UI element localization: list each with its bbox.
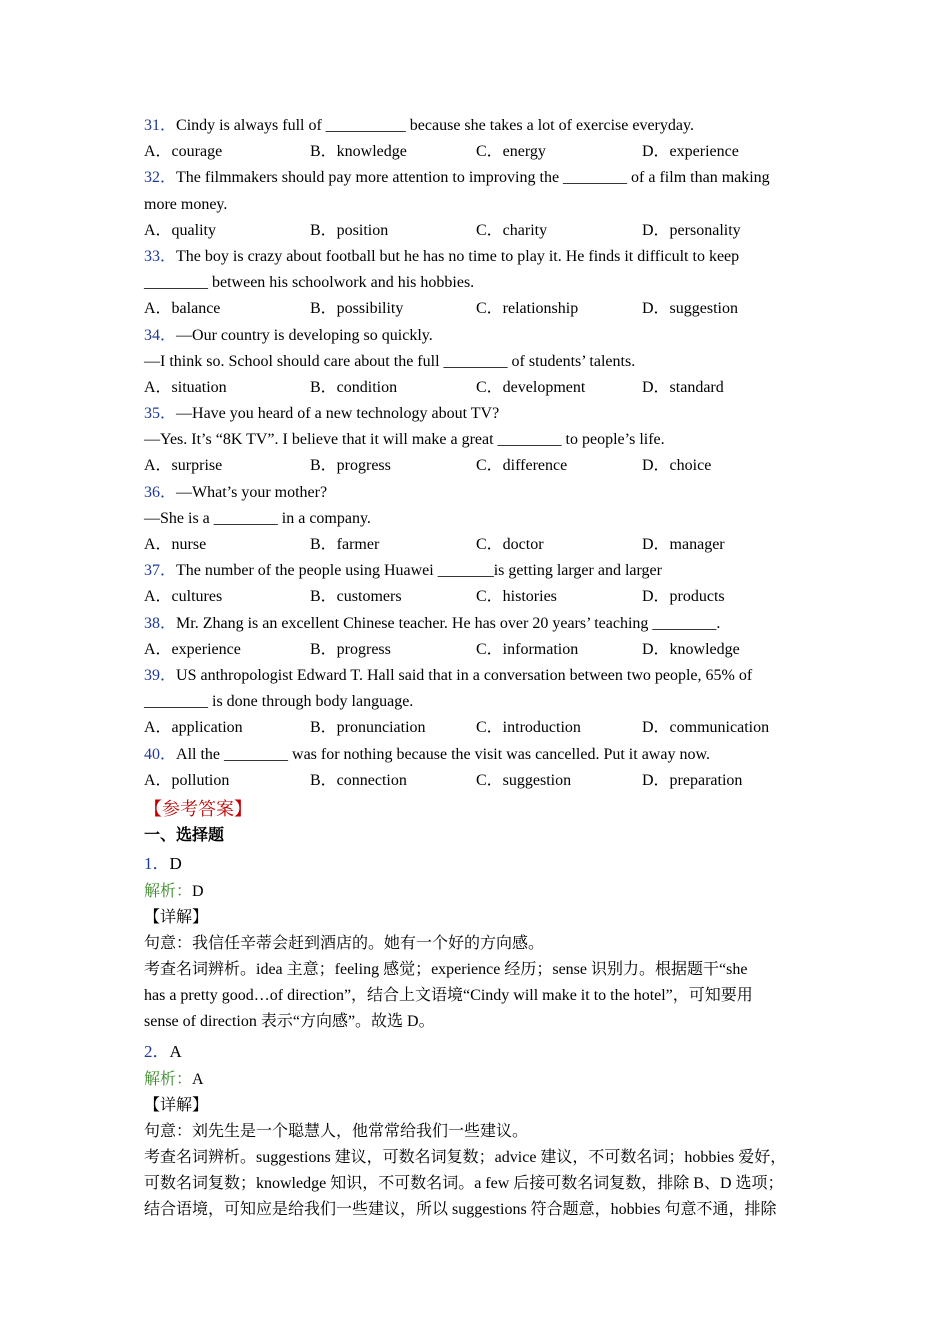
question-number: 40: [144, 745, 160, 763]
answers-header: 【参考答案】: [144, 798, 252, 819]
question-stem: 40．All the ________ was for nothing because the visit was cancelled. Put it away now.: [144, 745, 710, 763]
option-d: D．experience: [642, 143, 739, 161]
question-number: 35: [144, 405, 160, 423]
option-a: A．balance: [144, 300, 221, 318]
answer-number: 1: [144, 853, 153, 873]
option-a: A．pollution: [144, 771, 230, 789]
option-d: D．standard: [642, 378, 724, 396]
option-b: B．condition: [310, 378, 398, 396]
option-c: C．difference: [476, 457, 568, 475]
question-stem-continued: [144, 192, 814, 218]
option-a: A．surprise: [144, 457, 223, 475]
question-item: [144, 113, 814, 165]
option-b: B．progress: [310, 457, 391, 475]
answer-letter: A: [169, 1041, 182, 1061]
analysis-line: [144, 1067, 814, 1093]
option-a: A．experience: [144, 640, 241, 658]
detail-label: 【详解】: [144, 1096, 209, 1114]
options-row: [144, 375, 814, 401]
option-c: C．relationship: [476, 300, 579, 318]
question-number: 37: [144, 562, 160, 580]
question-text: —I think so. School should care about the full ________ of students’ talents.: [144, 352, 636, 370]
question-item: [144, 244, 814, 323]
option-c: C．introduction: [476, 719, 581, 737]
options-row: [144, 453, 814, 479]
option-b: B．possibility: [310, 300, 404, 318]
question-stem: 39．US anthropologist Edward T. Hall said that in a conversation between two people, 65% of: [144, 666, 753, 684]
question-item: [144, 165, 814, 244]
option-b: B．farmer: [310, 536, 380, 553]
question-text: —Our country is developing so quickly.: [176, 326, 433, 344]
option-c: C．energy: [476, 143, 546, 161]
option-d: D．knowledge: [642, 640, 740, 658]
question-text: The boy is crazy about football but he has no time to play it. He finds it difficult to keep: [176, 247, 740, 265]
question-number: 38: [144, 614, 160, 632]
option-b: B．position: [310, 221, 389, 239]
option-c: C．information: [476, 640, 579, 658]
question-text: —Yes. It’s “8K TV”. I believe that it will make a great ________ to people’s life.: [144, 431, 665, 449]
question-number: 32: [144, 169, 160, 187]
question-text: —What’s your mother?: [176, 483, 328, 501]
detail-label: 【详解】: [144, 908, 209, 926]
options-row: [144, 715, 814, 741]
question-item: [144, 611, 814, 663]
question-list: [144, 113, 814, 794]
option-b: B．connection: [310, 771, 407, 789]
question-text: Mr. Zhang is an excellent Chinese teacher. He has over 20 years’ teaching ________.: [176, 614, 721, 632]
question-stem: 38．Mr. Zhang is an excellent Chinese teacher. He has over 20 years’ teaching ________.: [144, 614, 721, 632]
question-item: [144, 480, 814, 559]
explanation-line: has a pretty good…of direction”，结合上文语境“Cindy will make it to the hotel”，可知要用: [144, 986, 753, 1004]
option-c: C．charity: [476, 221, 548, 239]
question-number: 39: [144, 666, 160, 684]
question-text: The number of the people using Huawei _______is getting larger and larger: [176, 562, 662, 580]
question-stem-continued: [144, 270, 814, 296]
options-row: [144, 532, 814, 558]
question-stem-continued: [144, 506, 814, 532]
explanation-line: 考查名词辨析。suggestions 建议，可数名词复数；advice 建议，不可数名词；hobbies 爱好，: [144, 1148, 787, 1166]
option-c: C．development: [476, 378, 586, 396]
option-d: D．suggestion: [642, 300, 739, 318]
option-d: D．communication: [642, 719, 770, 737]
option-a: A．quality: [144, 221, 216, 239]
analysis-label: 解析：: [144, 882, 193, 900]
explanation-line: 句意：刘先生是一个聪慧人，他常常给我们一些建议。: [144, 1122, 529, 1140]
section-title: 一、选择题: [144, 826, 225, 844]
question-stem: 32．The filmmakers should pay more attention to improving the ________ of a film than making: [144, 169, 770, 187]
answer-key-line: 1．D: [144, 853, 182, 873]
question-stem: 31．Cindy is always full of __________ because she takes a lot of exercise everyday.: [144, 117, 694, 134]
question-number: 31: [144, 117, 160, 134]
question-item: [144, 663, 814, 742]
options-row: [144, 637, 814, 663]
options-row: [144, 139, 814, 165]
explanation-line: 可数名词复数；knowledge 知识，不可数名词。a few 后接可数名词复数，排除 B、D 选项；: [144, 1174, 784, 1192]
question-stem: 36．—What’s your mother?: [144, 483, 328, 501]
question-text: The filmmakers should pay more attention to improving the ________ of a film than making: [176, 169, 770, 187]
options-row: [144, 768, 814, 794]
question-stem: 34．—Our country is developing so quickly.: [144, 326, 433, 344]
question-stem-continued: [144, 427, 814, 453]
question-text: —She is a ________ in a company.: [144, 509, 371, 527]
question-text: All the ________ was for nothing because the visit was cancelled. Put it away now.: [176, 745, 710, 763]
option-a: A．cultures: [144, 588, 223, 606]
question-number: 34: [144, 326, 160, 344]
question-text: US anthropologist Edward T. Hall said that in a conversation between two people, 65% of: [176, 666, 753, 684]
option-c: C．histories: [476, 588, 557, 606]
question-text: ________ is done through body language.: [144, 693, 414, 711]
option-a: A．application: [144, 719, 243, 737]
analysis-value: A: [192, 1070, 204, 1088]
question-number: 36: [144, 483, 160, 501]
question-stem-continued: [144, 349, 814, 375]
option-d: D．choice: [642, 457, 712, 475]
option-b: B．progress: [310, 640, 391, 658]
analysis-value: D: [192, 882, 204, 900]
question-stem: 33．The boy is crazy about football but he has no time to play it. He finds it difficult to keep: [144, 247, 740, 265]
analysis-line: [144, 879, 814, 905]
question-stem-continued: [144, 689, 814, 715]
answer-letter: D: [169, 853, 182, 873]
option-a: A．nurse: [144, 536, 207, 553]
options-row: [144, 584, 814, 610]
question-stem: 35．—Have you heard of a new technology about TV?: [144, 405, 500, 423]
option-c: C．suggestion: [476, 771, 572, 789]
explanation-line: 考查名词辨析。idea 主意；feeling 感觉；experience 经历；sense 识别力。根据题干“she: [144, 960, 748, 978]
question-text: more money.: [144, 195, 228, 213]
options-row: [144, 218, 814, 244]
option-d: D．manager: [642, 536, 725, 553]
explanation-line: 结合语境，可知应是给我们一些建议，所以 suggestions 符合题意，hobbies 句意不通，排除: [144, 1200, 777, 1218]
option-b: B．knowledge: [310, 143, 407, 161]
answer-number: 2: [144, 1041, 153, 1061]
options-row: [144, 296, 814, 322]
option-d: D．products: [642, 588, 725, 606]
option-a: A．situation: [144, 378, 227, 396]
document-page: [144, 113, 814, 1223]
option-c: C．doctor: [476, 536, 544, 553]
question-stem: 37．The number of the people using Huawei _______is getting larger and larger: [144, 562, 662, 580]
explanation-line: sense of direction 表示“方向感”。故选 D。: [144, 1012, 435, 1030]
question-item: [144, 558, 814, 610]
option-a: A．courage: [144, 143, 223, 161]
answer-item: [144, 1037, 814, 1223]
question-text: ________ between his schoolwork and his hobbies.: [144, 274, 475, 292]
question-item: [144, 401, 814, 480]
question-number: 33: [144, 247, 160, 265]
analysis-label: 解析：: [144, 1070, 193, 1088]
option-d: D．preparation: [642, 771, 743, 789]
question-text: —Have you heard of a new technology about TV?: [176, 405, 500, 423]
answer-list: [144, 849, 814, 1223]
question-item: [144, 742, 814, 794]
answer-item: [144, 849, 814, 1035]
question-text: Cindy is always full of __________ because she takes a lot of exercise everyday.: [176, 117, 694, 134]
option-d: D．personality: [642, 221, 741, 239]
option-b: B．pronunciation: [310, 719, 426, 737]
answer-key-line: 2．A: [144, 1041, 182, 1061]
option-b: B．customers: [310, 588, 402, 606]
question-item: [144, 323, 814, 402]
explanation-line: 句意：我信任辛蒂会赶到酒店的。她有一个好的方向感。: [144, 934, 545, 952]
